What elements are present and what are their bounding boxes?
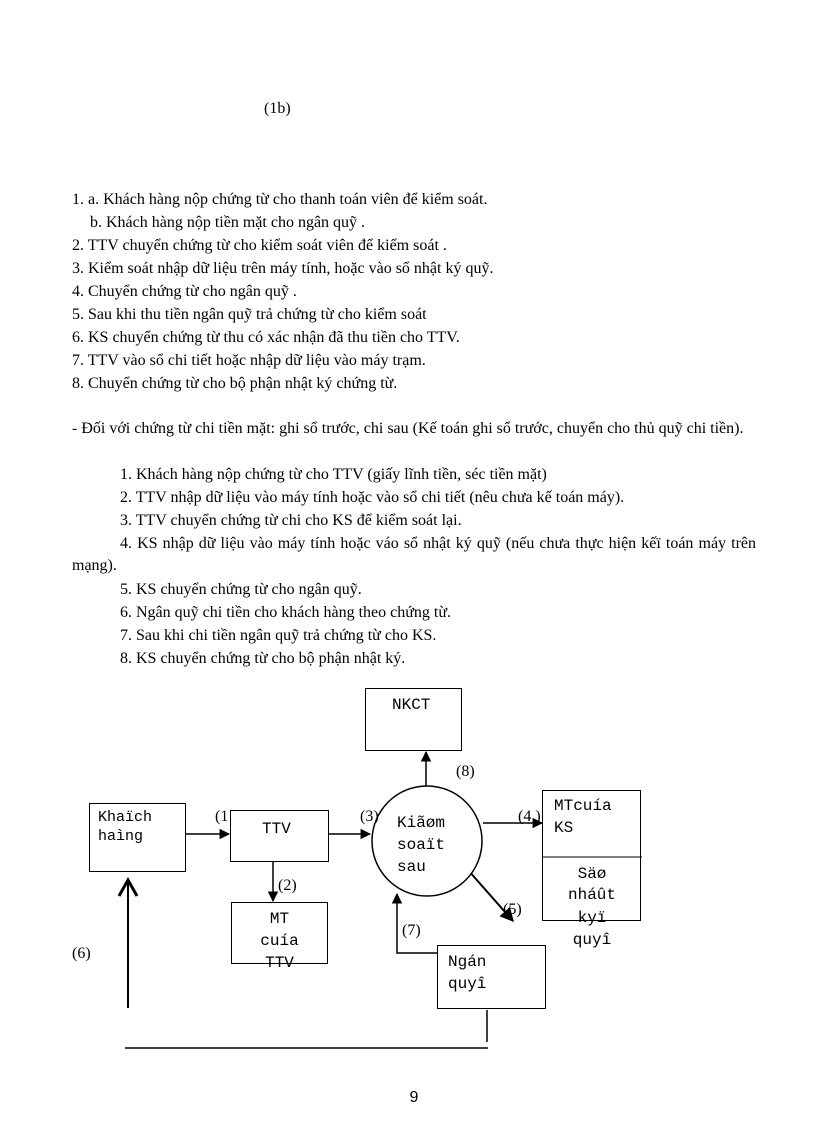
node-label: haìng [98,828,144,845]
list-item: 2. TTV nhập dữ liệu vào máy tính hoặc vào sổ chi tiết (nêu chưa kế toán máy). [120,489,625,506]
list-item: b. Khách hàng nộp tiền mặt cho ngân quỹ . [90,214,366,231]
control-label-1: Kiãøm [397,814,446,832]
edge-label-2: (2) [278,877,297,894]
list-item: 1. Khách hàng nộp chứng từ cho TTV (giấy lĩnh tiền, séc tiền mặt) [120,466,547,483]
list-item: 1. a. Khách hàng nộp chứng từ cho thanh toán viên để kiểm soát. [72,191,488,208]
ledger-label-2: nháût [567,886,616,904]
mt-ttv-label-3: TTV [265,954,294,972]
list-item: 7. TTV vào sổ chi tiết hoặc nhập dữ liệu vào máy trạm. [72,352,426,369]
list-item: 6. KS chuyển chứng từ thu có xác nhận đã thu tiền cho TTV. [72,329,460,346]
node-nkct [365,688,462,751]
section-b-intro: - Đối với chứng từ chi tiền mặt: ghi sổ trước, chi sau (Kế toán ghi sổ trước, chuyển cho thủ quỹ chi tiền). [72,420,744,437]
node-label: Khaïch [98,809,153,826]
node-customer [89,803,186,872]
list-item: 3. TTV chuyển chứng từ chi cho KS để kiểm soát lại. [120,512,462,529]
control-label-2: soaït [397,836,446,854]
edge-label-4: (4 ) [518,808,541,825]
edge-label-8: (8) [456,763,475,780]
list-item: 4. Chuyển chứng từ cho ngân quỹ . [72,283,297,300]
ledger-label-3: kyï [577,909,607,927]
list-item: 8. Chuyển chứng từ cho bộ phận nhật ký chứng từ. [72,375,398,392]
edge-label-7: (7) [402,922,421,939]
edge-label-1: (1 [215,808,229,825]
edge-label-5: (5) [503,901,522,918]
node-label: NKCT [392,696,431,714]
list-item: 2. TTV chuyển chứng từ cho kiểm soát viên để kiểm soát . [72,237,447,254]
mt-ks-label-2: KS [554,819,574,837]
mt-ks-label-1: MTcuía [554,797,612,815]
node-label: quyî [448,975,487,993]
ledger-label-1: Säø [577,865,607,883]
list-item: 4. KS nhập dữ liệu vào máy tính hoặc váo sổ nhật ký quỹ (nếu chưa thực hiện kếï toán máy trên mạng). [72,535,756,574]
list-item: 6. Ngân quỹ chi tiền cho khách hàng theo chứng từ. [120,604,452,621]
edge-label-3: (3) [360,808,379,825]
list-item: 7. Sau khi chi tiền ngân quỹ trả chứng từ cho KS. [120,627,437,644]
node-label: Ngán [448,953,487,971]
mt-ttv-label-1: MT [269,910,290,928]
mt-ttv-label-2: cuía [260,932,299,950]
node-treasury [437,945,546,1009]
list-item: 8. KS chuyển chứng từ cho bộ phận nhật ký. [120,650,406,667]
list-item: 3. Kiểm soát nhập dữ liệu trên máy tính, hoặc vào sổ nhật ký quỹ. [72,260,494,277]
edge-label-6: (6) [72,945,91,962]
node-ttv [230,810,329,862]
control-label-3: sau [397,858,426,876]
header-label: (1b) [264,100,291,117]
list-item: 5. Sau khi thu tiền ngân quỹ trả chứng từ cho kiểm soát [72,306,427,323]
page-number: 9 [409,1089,419,1106]
node-label: TTV [262,820,291,838]
list-item: 5. KS chuyển chứng từ cho ngân quỹ. [120,581,362,598]
ledger-label-4: quyî [572,931,612,949]
